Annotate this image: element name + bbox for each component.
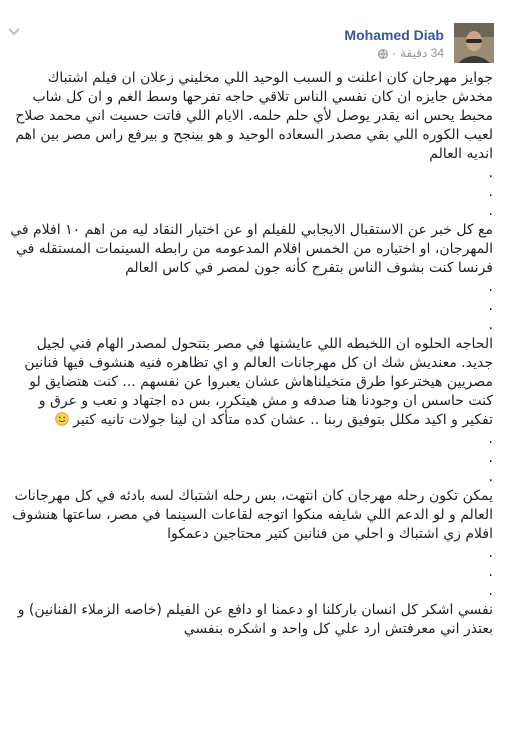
dot-separator: . — [488, 469, 493, 485]
dot-separator: . — [488, 545, 493, 561]
post-timestamp[interactable]: 34 دقيقة — [400, 46, 444, 60]
dot-separator: . — [488, 203, 493, 219]
paragraph-5: نفسي اشكر كل انسان باركلنا او دعمنا او دافع عن الفيلم (خاصه الزملاء الفنانين) و بعتذر اني معرفتش ارد علي كل واحد و اشكره بنفسي — [17, 602, 493, 637]
author-name-link[interactable]: Mohamed Diab — [344, 27, 444, 43]
paragraph-1: جوايز مهرجان كان اعلنت و السبب الوحيد اللي مخليني زعلان ان فيلم اشتباك مخدش جايزه ان كان نفسي الناس تلاقي حاجه تفرحها وسط الغم و ان كل شاب محبط يحس انه يقدر يوصل لأي حلم حلمه. الايام اللي فاتت حسيت اني محمد صلاح لعيب الكوره اللي بقي مصدر السعاده الوحيد و هو بينجح و بيرفع راس مصر بين اهم انديه العالم — [15, 70, 493, 162]
paragraph-3-text: الحاجه الحلوه ان اللخبطه اللي عايشنها في مصر بتتحول لمصدر الهام فني لجيل جديد. معنديش شك ان كل مهرجانات العالم و اي تظاهره فنيه هنشوف فيها فنانين مصريين هيخترعوا طرق متخيلناهاش عشان يعبروا عن نفسهم ... كنت هتضايق لو كنت حاسس ان وجودنا هنا صدفه و مش هيتكرر، بس ده اجتهاد و تعب و عرق و تفكير و اكيد مكلل بتوفيق ربنا .. عشان كده متأكد ان لينا جولات تانيه كتير — [24, 336, 493, 428]
smile-emoji-icon — [55, 412, 69, 426]
chevron-down-icon[interactable] — [8, 26, 20, 39]
paragraph-3 — [8, 335, 493, 430]
paragraph-2: مع كل خبر عن الاستقبال الايجابي للفيلم او عن اختيار النقاد ليه من اهم ١٠ افلام في المهرجان، او اختياره من الخمس افلام المدعومه من رابطه السينمات المستقله في فرنسا كنت بشوف الناس بتفرح كأنه جون لمصر في كاس العالم — [10, 222, 493, 276]
dot-separator: . — [488, 184, 493, 200]
dot-separator: . — [488, 165, 493, 181]
avatar[interactable] — [454, 23, 494, 63]
dot-separator: . — [488, 583, 493, 599]
paragraph-4: يمكن تكون رحله مهرجان كان انتهت، بس رحله اشتباك لسه بادئه في كل مهرجانات العالم و لو الدعم اللي شايفه منكوا اتوجه لقاعات السينما في مصر، ساعتها هنشوف افلام زي اشتباك و احلي من فنانين كتير محتاجين دعمكوا — [12, 488, 493, 542]
post-body — [8, 69, 493, 639]
dot-separator: . — [488, 298, 493, 314]
post-meta — [378, 46, 444, 60]
dot-separator: . — [488, 279, 493, 295]
globe-icon[interactable] — [378, 48, 388, 58]
dot-separator: . — [488, 450, 493, 466]
dot-separator: . — [488, 317, 493, 333]
meta-separator: · — [392, 46, 397, 60]
dot-separator: . — [488, 564, 493, 580]
dot-separator: . — [488, 431, 493, 447]
